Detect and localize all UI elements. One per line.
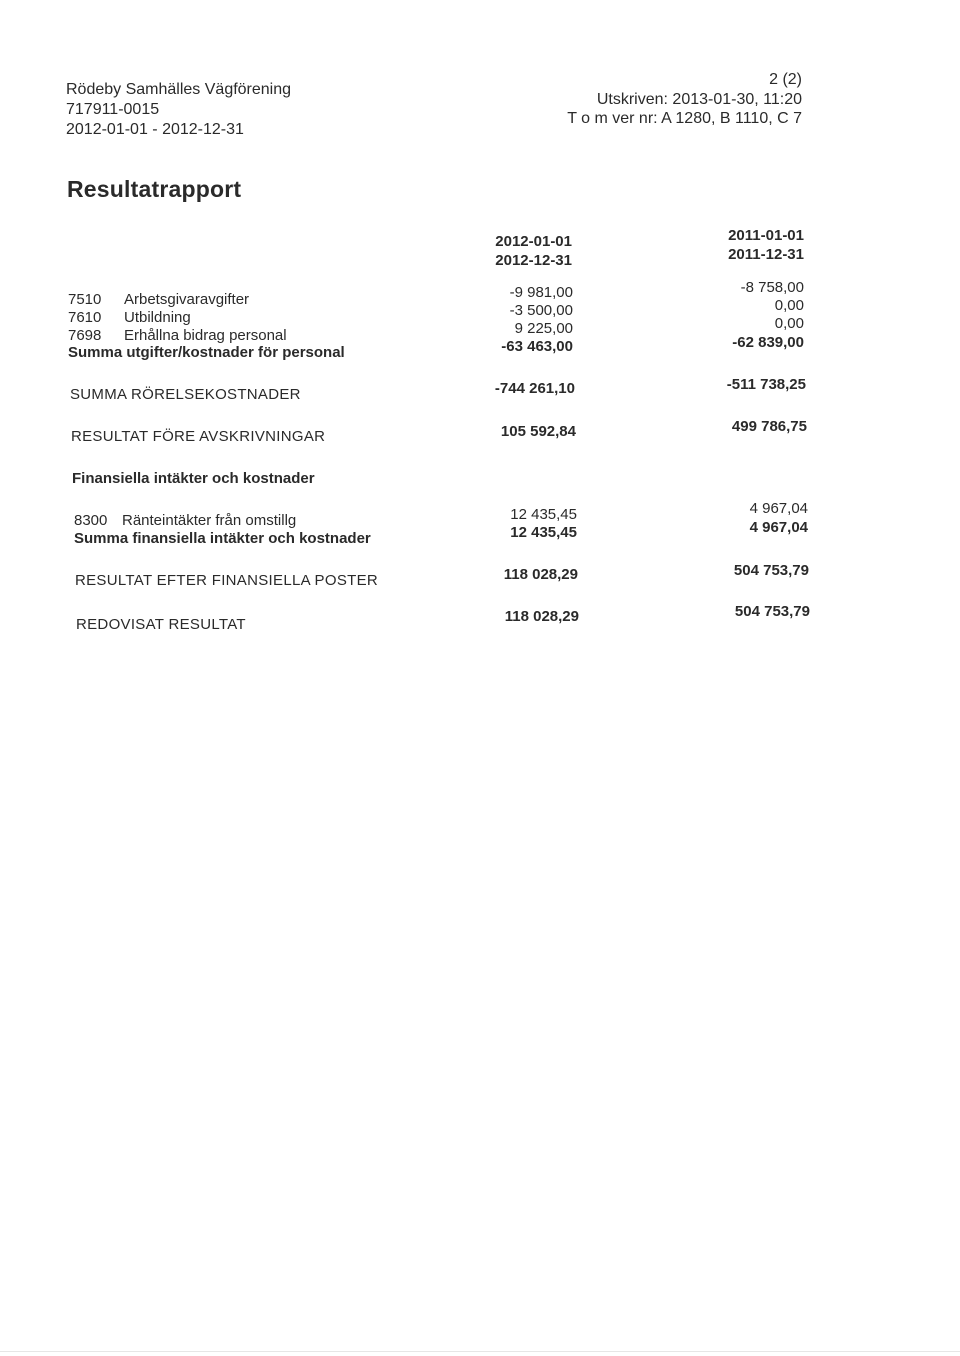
scan-edge bbox=[0, 1351, 960, 1352]
amount-2011: 4 967,04 bbox=[749, 500, 808, 517]
financial-sum-2012: 12 435,45 bbox=[510, 524, 577, 541]
reported-result-2011: 504 753,79 bbox=[734, 603, 810, 620]
personnel-sum-label: Summa utgifter/kostnader för personal bbox=[68, 344, 345, 361]
account-code: 7610 bbox=[68, 309, 102, 326]
account-code: 7510 bbox=[68, 291, 102, 308]
amount-2012: 9 225,00 bbox=[514, 320, 573, 337]
amount-2012: 12 435,45 bbox=[510, 506, 577, 523]
operating-costs-total-label: SUMMA RÖRELSEKOSTNADER bbox=[70, 386, 301, 403]
account-row bbox=[68, 309, 191, 327]
account-label: Ränteintäkter från omstillg bbox=[122, 512, 297, 529]
account-row bbox=[68, 291, 249, 309]
personnel-sum-2011: -62 839,00 bbox=[732, 334, 804, 351]
col2-from: 2011-01-01 bbox=[728, 227, 804, 244]
report-title: Resultatrapport bbox=[67, 176, 242, 202]
result-before-depreciation-2012: 105 592,84 bbox=[500, 423, 576, 440]
financial-sum-2011: 4 967,04 bbox=[749, 519, 808, 536]
result-after-financial-2011: 504 753,79 bbox=[733, 562, 809, 579]
version-number: T o m ver nr: A 1280, B 1110, C 7 bbox=[567, 110, 802, 127]
result-after-financial-label: RESULTAT EFTER FINANSIELLA POSTER bbox=[75, 572, 379, 589]
result-before-depreciation-label: RESULTAT FÖRE AVSKRIVNINGAR bbox=[71, 428, 326, 445]
reported-result-2012: 118 028,29 bbox=[504, 608, 579, 625]
col1-to: 2012-12-31 bbox=[495, 252, 572, 269]
amount-2011: 0,00 bbox=[774, 315, 804, 332]
amount-2012: -9 981,00 bbox=[509, 284, 573, 301]
result-after-financial-2012: 118 028,29 bbox=[503, 566, 578, 583]
account-label: Erhållna bidrag personal bbox=[124, 327, 287, 344]
result-before-depreciation-2011: 499 786,75 bbox=[731, 418, 807, 435]
account-label: Arbetsgivaravgifter bbox=[124, 291, 250, 308]
col2-to: 2011-12-31 bbox=[728, 246, 804, 263]
account-row bbox=[68, 327, 287, 345]
operating-costs-total-2012: -744 261,10 bbox=[494, 380, 575, 397]
operating-costs-total-2011: -511 738,25 bbox=[726, 376, 806, 393]
reported-result-label: REDOVISAT RESULTAT bbox=[76, 616, 246, 633]
org-name: Rödeby Samhälles Vägförening bbox=[66, 81, 292, 98]
financial-heading: Finansiella intäkter och kostnader bbox=[72, 470, 315, 487]
amount-2012: -3 500,00 bbox=[509, 302, 573, 319]
account-code: 8300 bbox=[74, 512, 108, 529]
printed-date: Utskriven: 2013-01-30, 11:20 bbox=[596, 91, 802, 108]
org-number: 717911-0015 bbox=[66, 101, 160, 118]
personnel-sum-2012: -63 463,00 bbox=[501, 338, 573, 355]
col1-from: 2012-01-01 bbox=[495, 233, 572, 250]
account-label: Utbildning bbox=[124, 309, 191, 326]
financial-sum-label: Summa finansiella intäkter och kostnader bbox=[74, 530, 371, 547]
account-row bbox=[74, 512, 296, 530]
account-code: 7698 bbox=[68, 327, 102, 344]
report-period: 2012-01-01 - 2012-12-31 bbox=[66, 121, 244, 138]
amount-2011: 0,00 bbox=[774, 297, 804, 314]
page-number: 2 (2) bbox=[769, 71, 802, 88]
amount-2011: -8 758,00 bbox=[740, 279, 804, 296]
